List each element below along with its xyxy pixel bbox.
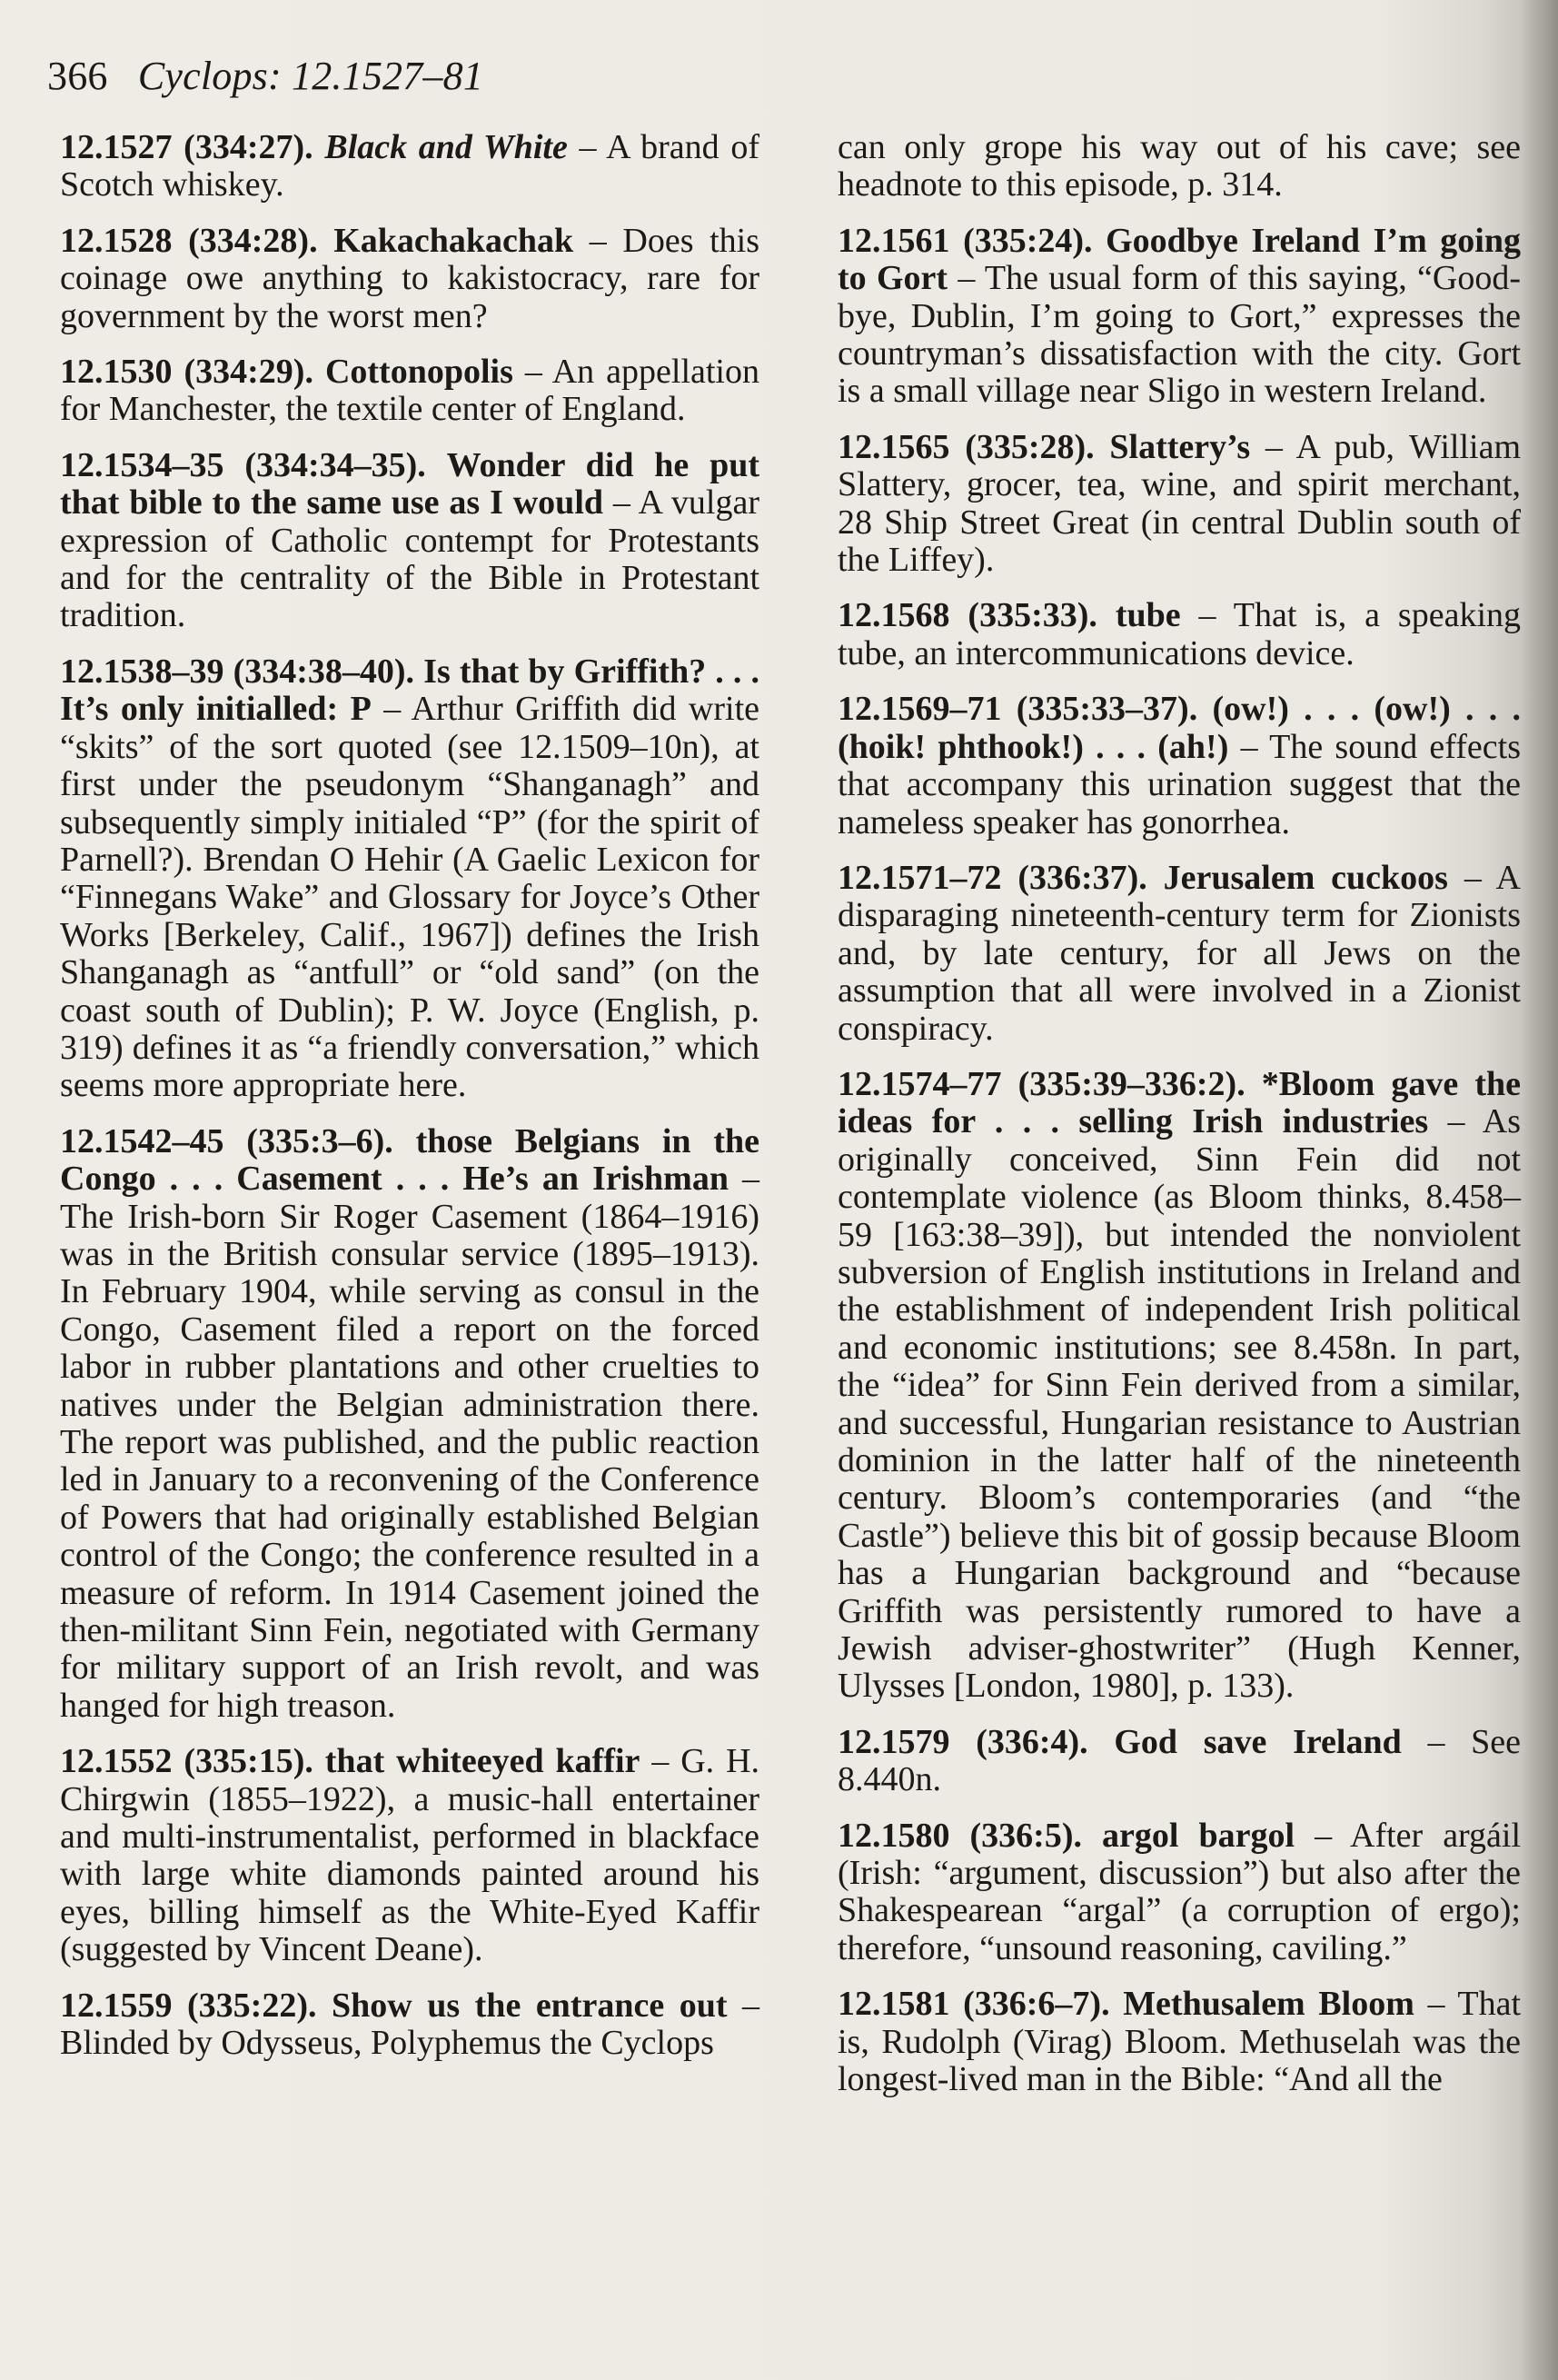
- entry-ref: 12.1581 (336:6–7).: [838, 1985, 1110, 2024]
- entry-body: – A pub, William Slattery, grocer, tea, wine, and spirit merchant, 28 Ship Street Great (in central Dublin south of the Liffey).: [838, 427, 1522, 580]
- annotation-entry: [60, 354, 759, 429]
- annotation-entry: [838, 691, 1521, 841]
- entry-body: can only grope his way out of his cave; see headnote to this episode, p. 314.: [838, 128, 1521, 204]
- annotation-entry: [838, 429, 1521, 580]
- annotation-entry: [60, 1743, 759, 1968]
- entry-lemma: Slattery’s: [1109, 427, 1251, 466]
- entry-ref: 12.1528 (334:28).: [60, 221, 318, 260]
- entry-ref: 12.1568 (335:33).: [838, 596, 1097, 635]
- entry-body: – That is, a speaking tube, an intercommunications device.: [838, 596, 1521, 672]
- annotation-entry: [838, 860, 1521, 1048]
- page-number: 366: [47, 54, 108, 98]
- entry-ref: 12.1565 (335:28).: [838, 427, 1095, 466]
- entry-lemma: Cottonopolis: [324, 353, 513, 392]
- annotation-entry: [838, 1817, 1521, 1968]
- annotation-entry: [838, 1724, 1521, 1799]
- entry-lemma: God save Ireland: [1114, 1722, 1402, 1761]
- entry-ref: 12.1579 (336:4).: [838, 1722, 1088, 1761]
- entry-ref: 12.1542–45 (335:3–6).: [60, 1121, 393, 1160]
- entry-lemma: Show us the entrance out: [332, 1986, 728, 2025]
- entry-body: – Does this coinage owe anything to kakistocracy, rare for government by the worst men?: [60, 221, 760, 335]
- left-column: [60, 129, 759, 2081]
- entry-ref: 12.1534–35 (334:34–35).: [60, 445, 426, 484]
- entry-lemma: *Bloom gave the ideas for . . . selling Irish industries: [838, 1064, 1522, 1141]
- entry-body: – The sound effects that accompany this urination suggest that the nameless speaker has gonorrhea.: [838, 727, 1522, 841]
- entry-body: – The Irish-born Sir Roger Casement (1864–1916) was in the British consular service (1895–1913). In February 1904, while serving as consul in the Congo, Casement filed a report on the forced labor in rubber plantations and other cruelties to natives under the Belgian administration there. The report was published, and the public reaction led in January to a reconvening of the Conference of Powers that had originally established Belgian control of the Congo; the conference resulted in a measure of reform. In 1914 Casement joined the then-militant Sinn Fein, negotiated with Germany for military support of an Irish revolt, and was hanged for high treason.: [60, 1160, 759, 1725]
- entry-lemma: Kakachakachak: [333, 221, 574, 260]
- annotation-entry: [838, 1986, 1521, 2098]
- entry-body: – An appellation for Manchester, the textile center of England.: [60, 353, 759, 429]
- annotation-entry: [60, 1123, 759, 1726]
- entry-body: – Arthur Griffith did write “skits” of the sort quoted (see 12.1509–10n), at first under the pseudonym “Shanganagh” and subsequently simply initialed “P” (for the spirit of Parnell?). Brendan O Hehir (A Gaelic Lexicon for “Finnegans Wake” and Glossary for Joyce’s Other Works [Berkeley, Calif., 1967]) defines the Irish Shanganagh as “antfull” or “old sand” (on the coast south of Dublin); P. W. Joyce (English, p. 319) defines it as “a friendly conversation,” which seems more appropriate here.: [60, 690, 759, 1105]
- annotation-entry: [60, 653, 759, 1105]
- annotation-entry: [838, 597, 1521, 672]
- entry-body: – The usual form of this saying, “Good-bye, Dublin, I’m going to Gort,” expresses the countryman’s dissatisfaction with the city. Gort is a small village near Sligo in western Ireland.: [838, 259, 1522, 411]
- entry-lemma: Goodbye Ireland I’m going to Gort: [838, 221, 1521, 298]
- entry-body: – A vulgar expression of Catholic contempt for Protestants and for the centrality of the Bible in Protestant tradition.: [60, 483, 759, 635]
- entry-ref: 12.1527 (334:27).: [60, 128, 313, 166]
- entry-lemma: Methusalem Bloom: [1123, 1985, 1414, 2024]
- entry-ref: 12.1574–77 (335:39–336:2).: [838, 1064, 1245, 1103]
- annotation-entry: [838, 223, 1521, 411]
- entry-lemma: tube: [1115, 596, 1181, 635]
- entry-lemma: Black and White: [324, 128, 568, 166]
- entry-ref: 12.1559 (335:22).: [60, 1986, 317, 2025]
- entry-ref: 12.1552 (335:15).: [60, 1742, 313, 1781]
- entry-body: – Blinded by Odysseus, Polyphemus the Cyclops: [60, 1986, 760, 2063]
- entry-lemma: those Belgians in the Congo . . . Casement . . . He’s an Irishman: [60, 1121, 759, 1199]
- entry-body: – After argáil (Irish: “argument, discussion”) but also after the Shakespearean “argal” (a corruption of ergo); therefore, “unsound reasoning, caviling.”: [838, 1816, 1522, 1967]
- entry-lemma: (ow!) . . . (ow!) . . . (hoik! phthook!) . . . (ah!): [838, 690, 1522, 766]
- entry-lemma: Wonder did he put that bible to the same use as I would: [60, 445, 759, 523]
- entry-ref: 12.1569–71 (335:33–37).: [838, 690, 1198, 729]
- entry-ref: 12.1538–39 (334:38–40).: [60, 652, 415, 691]
- annotation-entry-continued: [838, 129, 1521, 204]
- entry-body: – See 8.440n.: [838, 1722, 1521, 1799]
- entry-body: – G. H. Chirgwin (1855–1922), a music-hall entertainer and multi-instrumentalist, performed in blackface with large white diamonds painted around his eyes, billing himself as the White-Eyed Kaffir (suggested by Vincent Deane).: [60, 1742, 760, 1969]
- entry-lemma: Jerusalem cuckoos: [1163, 858, 1448, 897]
- page-gutter-shadow: [1522, 0, 1558, 2380]
- right-column: [838, 129, 1521, 2117]
- entry-body: – As originally conceived, Sinn Fein did not contemplate violence (as Bloom thinks, 8.458–59 [163:38–39]), but intended the nonviolent subversion of English institutions in Ireland and the establishment of independent Irish political and economic institutions; see 8.458n. In part, the “idea” for Sinn Fein derived from a similar, and successful, Hungarian resistance to Austrian dominion in the latter half of the nineteenth century. Bloom’s contemporaries (and “the Castle”) believe this bit of gossip because Bloom has a Hungarian background and “because Griffith was persistently rumored to have a Jewish adviser-ghostwriter” (Hugh Kenner, Ulysses [London, 1980], p. 133).: [838, 1102, 1521, 1706]
- entry-body: – A brand of Scotch whiskey.: [60, 128, 760, 204]
- entry-lemma: that whiteeyed kaffir: [324, 1742, 640, 1781]
- running-header: [47, 53, 483, 99]
- annotation-entry: [838, 1066, 1521, 1706]
- running-title: Cyclops: 12.1527–81: [137, 54, 484, 98]
- annotation-entry: [60, 129, 759, 204]
- entry-ref: 12.1561 (335:24).: [838, 221, 1093, 260]
- entry-body: – A disparaging nineteenth-century term for Zionists and, by late century, for all Jews on the assumption that all were involved in a Zionist conspiracy.: [838, 858, 1521, 1048]
- annotation-entry: [60, 447, 759, 635]
- entry-lemma: Is that by Griffith? . . . It’s only initialled: P: [60, 652, 759, 729]
- entry-ref: 12.1580 (336:5).: [838, 1816, 1082, 1855]
- annotation-entry: [60, 223, 759, 335]
- entry-body: – That is, Rudolph (Virag) Bloom. Methuselah was the longest-lived man in the Bible: “And all the: [838, 1985, 1522, 2099]
- entry-lemma: argol bargol: [1102, 1816, 1295, 1855]
- entry-ref: 12.1530 (334:29).: [60, 353, 313, 392]
- entry-ref: 12.1571–72 (336:37).: [838, 858, 1147, 897]
- annotation-entry: [60, 1987, 759, 2063]
